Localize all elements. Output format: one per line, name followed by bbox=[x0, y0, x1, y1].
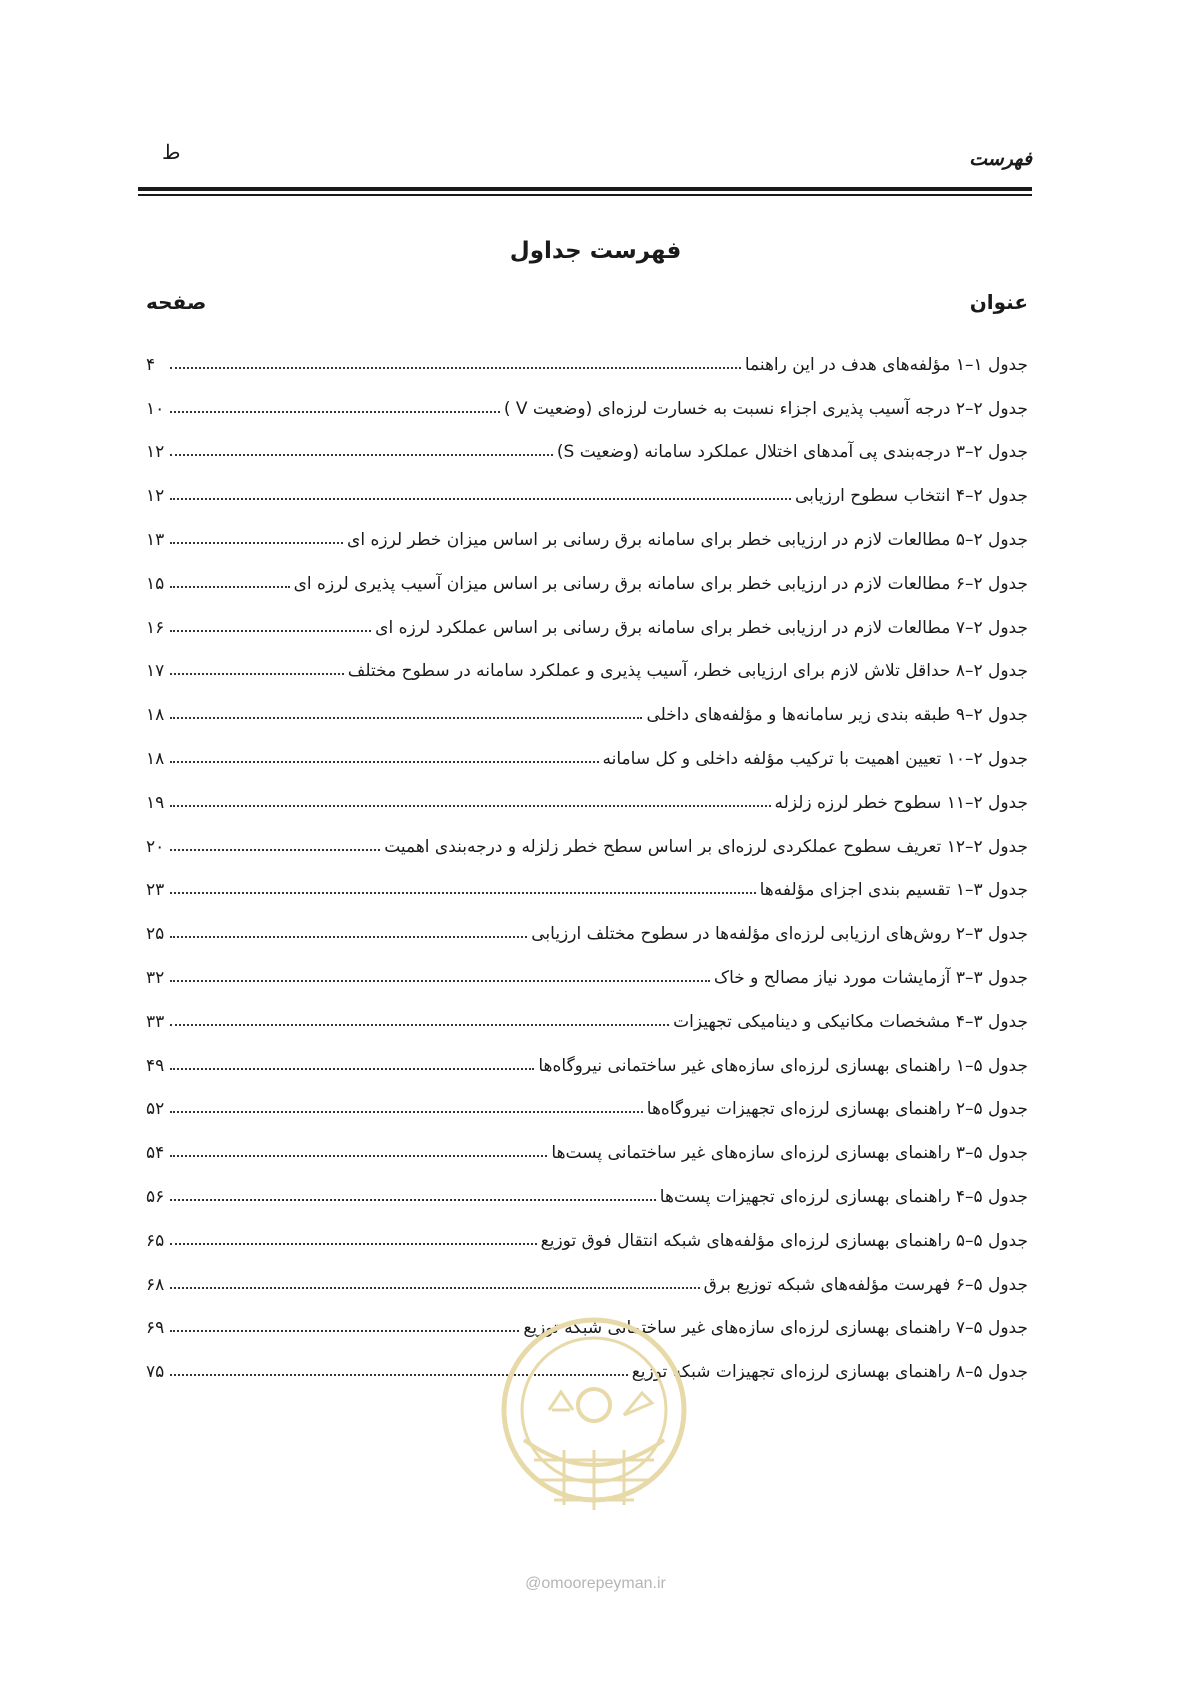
toc-entry-page: ۳۳ bbox=[146, 1011, 165, 1032]
dot-leader bbox=[170, 717, 642, 719]
toc-entry-label: جدول ۲–۲ درجه آسیب پذیری اجزاء نسبت به خسارت لرزه‌ای (وضعیت V ) bbox=[503, 398, 1028, 419]
dot-leader bbox=[170, 892, 756, 894]
dot-leader bbox=[170, 761, 599, 763]
toc-entry-label: جدول ۵–۸ راهنمای بهسازی لرزه‌ای تجهیزات شبکه توزیع bbox=[631, 1362, 1028, 1383]
toc-list bbox=[146, 331, 1028, 1382]
hammer-icon bbox=[624, 1393, 652, 1415]
toc-entry-label: جدول ۳–۴ مشخصات مکانیکی و دینامیکی تجهیزات bbox=[673, 1011, 1028, 1032]
toc-entry[interactable] bbox=[146, 506, 1028, 550]
dot-leader bbox=[170, 1111, 643, 1113]
toc-entry-label: جدول ۲–۴ انتخاب سطوح ارزیابی bbox=[794, 486, 1028, 507]
toc-entry[interactable] bbox=[146, 769, 1028, 813]
toc-entry[interactable] bbox=[146, 331, 1028, 375]
dot-leader bbox=[170, 586, 290, 588]
header-section-title: فهرست bbox=[969, 148, 1032, 170]
toc-entry-page: ۲۵ bbox=[146, 924, 165, 945]
header-page-number: ط bbox=[162, 140, 181, 164]
toc-entry-page: ۵۴ bbox=[146, 1143, 165, 1164]
dot-leader bbox=[170, 936, 527, 938]
toc-entry-page: ۶۹ bbox=[146, 1318, 165, 1339]
toc-entry-label: جدول ۲–۱۱ سطوح خطر لرزه زلزله bbox=[774, 792, 1028, 813]
toc-title: فهرست جداول bbox=[509, 238, 682, 264]
dot-leader bbox=[170, 849, 380, 851]
gear-icon bbox=[578, 1389, 610, 1421]
toc-entry[interactable] bbox=[146, 1119, 1028, 1163]
dot-leader bbox=[170, 1287, 700, 1289]
dot-leader bbox=[170, 498, 791, 500]
toc-entry[interactable] bbox=[146, 638, 1028, 682]
toc-entry[interactable] bbox=[146, 813, 1028, 857]
dot-leader bbox=[170, 454, 553, 456]
toc-entry-label: جدول ۵–۵ راهنمای بهسازی لرزه‌ای مؤلفه‌های شبکه انتقال فوق توزیع bbox=[540, 1230, 1028, 1251]
toc-entry-page: ۶۵ bbox=[146, 1230, 165, 1251]
toc-entry-page: ۱۸ bbox=[146, 748, 165, 769]
toc-entry-page: ۱۵ bbox=[146, 573, 165, 594]
toc-entry-label: جدول ۵–۴ راهنمای بهسازی لرزه‌ای تجهیزات پست‌ها bbox=[659, 1186, 1028, 1207]
watermark-url: @omoorepeyman.ir bbox=[525, 1575, 666, 1592]
header-rule-thick bbox=[138, 187, 1032, 191]
toc-entry-page: ۱۲ bbox=[146, 442, 165, 463]
toc-entry[interactable] bbox=[146, 1163, 1028, 1207]
watermark-seal bbox=[494, 1300, 694, 1570]
toc-entry-label: جدول ۲–۳ درجه‌بندی پی آمدهای اختلال عملکرد سامانه (وضعیت S) bbox=[556, 442, 1028, 463]
toc-entry-label: جدول ۲–۵ مطالعات لازم در ارزیابی خطر برای سامانه برق رسانی بر اساس میزان خطر لرزه ای bbox=[347, 529, 1028, 550]
dot-leader bbox=[170, 1199, 656, 1201]
toc-entry-page: ۴ bbox=[146, 354, 156, 375]
toc-entry[interactable] bbox=[146, 594, 1028, 638]
toc-entry-label: جدول ۲–۶ مطالعات لازم در ارزیابی خطر برای سامانه برق رسانی بر اساس میزان آسیب پذیری لرزه ای bbox=[293, 573, 1028, 594]
toc-entry-page: ۷۵ bbox=[146, 1362, 165, 1383]
toc-entry-page: ۱۷ bbox=[146, 661, 165, 682]
toc-entry-page: ۱۰ bbox=[146, 398, 165, 419]
toc-entry-label: جدول ۲–۸ حداقل تلاش لازم برای ارزیابی خطر، آسیب پذیری و عملکرد سامانه در سطوح مختلف bbox=[347, 661, 1028, 682]
toc-entry[interactable] bbox=[146, 1032, 1028, 1076]
toc-entry[interactable] bbox=[146, 375, 1028, 419]
toc-entry-page: ۵۲ bbox=[146, 1099, 165, 1120]
toc-entry-page: ۶۸ bbox=[146, 1274, 165, 1295]
page-header bbox=[138, 140, 1032, 190]
toc-entry[interactable] bbox=[146, 1076, 1028, 1120]
toc-entry-page: ۱۹ bbox=[146, 792, 165, 813]
toc-entry-page: ۲۰ bbox=[146, 836, 165, 857]
toc-entry-label: جدول ۳–۲ روش‌های ارزیابی لرزه‌ای مؤلفه‌ها در سطوح مختلف ارزیابی bbox=[531, 924, 1028, 945]
column-header-title: عنوان bbox=[969, 290, 1028, 314]
toc-entry-label: جدول ۵–۷ راهنمای بهسازی لرزه‌ای سازه‌های غیر ساختمانی شبکه توزیع bbox=[523, 1318, 1028, 1339]
dot-leader bbox=[170, 1068, 534, 1070]
dot-leader bbox=[170, 1330, 519, 1332]
dot-leader bbox=[170, 630, 371, 632]
dot-leader bbox=[170, 411, 500, 413]
toc-entry-page: ۱۲ bbox=[146, 486, 165, 507]
toc-entry[interactable] bbox=[146, 462, 1028, 506]
toc-entry[interactable] bbox=[146, 900, 1028, 944]
toc-entry[interactable] bbox=[146, 550, 1028, 594]
toc-entry-label: جدول ۵–۱ راهنمای بهسازی لرزه‌ای سازه‌های غیر ساختمانی نیروگاه‌ها bbox=[538, 1055, 1028, 1076]
toc-entry-page: ۵۶ bbox=[146, 1186, 165, 1207]
dot-leader bbox=[170, 1024, 669, 1026]
toc-entry[interactable] bbox=[146, 944, 1028, 988]
toc-entry-label: جدول ۲–۱۲ تعریف سطوح عملکردی لرزه‌ای بر اساس سطح خطر زلزله و درجه‌بندی اهمیت bbox=[384, 836, 1028, 857]
dot-leader bbox=[170, 367, 741, 369]
toc-entry-label: جدول ۳–۱ تقسیم بندی اجزای مؤلفه‌ها bbox=[759, 880, 1028, 901]
toc-entry-label: جدول ۳–۳ آزمایشات مورد نیاز مصالح و خاک bbox=[713, 967, 1028, 988]
dot-leader bbox=[170, 805, 771, 807]
toc-entry[interactable] bbox=[146, 419, 1028, 463]
toc-entry-label: جدول ۲–۱۰ تعیین اهمیت با ترکیب مؤلفه داخلی و کل سامانه bbox=[602, 748, 1028, 769]
toc-entry-page: ۱۶ bbox=[146, 617, 165, 638]
toc-entry-page: ۴۹ bbox=[146, 1055, 165, 1076]
toc-entry[interactable] bbox=[146, 725, 1028, 769]
header-rule-thin bbox=[138, 194, 1032, 196]
toc-entry[interactable] bbox=[146, 857, 1028, 901]
dot-leader bbox=[170, 1243, 537, 1245]
toc-entry[interactable] bbox=[146, 988, 1028, 1032]
toc-entry-page: ۳۲ bbox=[146, 967, 165, 988]
toc-entry[interactable] bbox=[146, 1251, 1028, 1295]
toc-entry-label: جدول ۵–۲ راهنمای بهسازی لرزه‌ای تجهیزات نیروگاه‌ها bbox=[646, 1099, 1028, 1120]
dot-leader bbox=[170, 980, 710, 982]
dot-leader bbox=[170, 1155, 547, 1157]
toc-entry[interactable] bbox=[146, 681, 1028, 725]
scales-icon bbox=[549, 1392, 573, 1410]
toc-entry-label: جدول ۵–۶ فهرست مؤلفه‌های شبکه توزیع برق bbox=[703, 1274, 1028, 1295]
toc-entry-page: ۲۳ bbox=[146, 880, 165, 901]
toc-entry[interactable] bbox=[146, 1207, 1028, 1251]
dot-leader bbox=[170, 542, 343, 544]
toc-entry-page: ۱۳ bbox=[146, 529, 165, 550]
toc-entry-label: جدول ۲–۹ طبقه بندی زیر سامانه‌ها و مؤلفه‌های داخلی bbox=[646, 705, 1028, 726]
toc-entry-label: جدول ۲–۷ مطالعات لازم در ارزیابی خطر برای سامانه برق رسانی بر اساس عملکرد لرزه ای bbox=[375, 617, 1028, 638]
column-header-page: صفحه bbox=[146, 290, 207, 314]
toc-entry-page: ۱۸ bbox=[146, 705, 165, 726]
toc-entry-label: جدول ۱–۱ مؤلفه‌های هدف در این راهنما bbox=[744, 354, 1028, 375]
dot-leader bbox=[170, 673, 344, 675]
toc-entry-label: جدول ۵–۳ راهنمای بهسازی لرزه‌ای سازه‌های غیر ساختمانی پست‌ها bbox=[551, 1143, 1028, 1164]
